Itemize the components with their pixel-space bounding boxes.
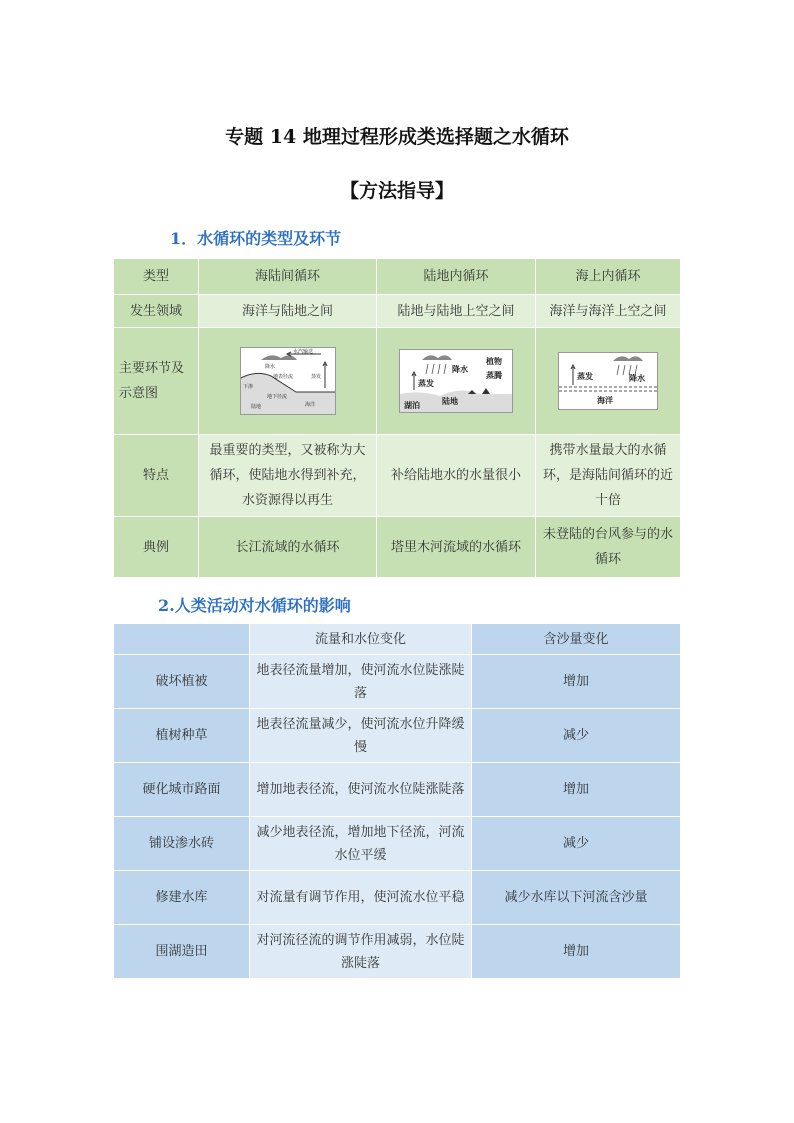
row-label: 典例: [114, 517, 199, 578]
table-row: [114, 763, 681, 817]
header-cell: 海上内循环: [536, 259, 681, 295]
table-row: [114, 817, 681, 871]
row-label: 围湖造田: [114, 925, 250, 979]
diagram-label: 蒸发: [418, 379, 434, 388]
header-cell: 流量和水位变化: [250, 624, 472, 655]
page-title: 专题 14 地理过程形成类选择题之水循环: [225, 126, 569, 148]
table-cell: 海洋与海洋上空之间: [536, 295, 681, 328]
table-cell: 长江流域的水循环: [199, 517, 377, 578]
table-cell: 增加: [472, 655, 681, 709]
table-cell: 最重要的类型，又被称为大循环，使陆地水得到补充，水资源得以再生: [199, 435, 377, 517]
row-label: 特点: [114, 435, 199, 517]
table-row: [114, 709, 681, 763]
header-cell: 类型: [114, 259, 199, 295]
diagram-label: 地表径流: [272, 374, 293, 380]
table-cell: 陆地与陆地上空之间: [377, 295, 536, 328]
diagram-cell: [377, 328, 536, 435]
table-cell: 增加: [472, 925, 681, 979]
diagram-label: 蒸腾: [486, 371, 502, 380]
sea-land-cycle-diagram: [240, 347, 336, 415]
diagram-label: 下渗: [242, 384, 253, 390]
diagram-label: 降水: [629, 374, 645, 383]
table-cell: 海洋与陆地之间: [199, 295, 377, 328]
table-cell: 携带水量最大的水循环，是海陆间循环的近十倍: [536, 435, 681, 517]
row-label: 铺设渗水砖: [114, 817, 250, 871]
table-cell: 增加地表径流，使河流水位陡涨陡落: [250, 763, 472, 817]
table-cell: 减少水库以下河流含沙量: [472, 871, 681, 925]
diagram-label: 蒸发: [577, 372, 593, 381]
table-cell: 塔里木河流域的水循环: [377, 517, 536, 578]
human-impact-table: [113, 623, 681, 979]
header-cell: [114, 624, 250, 655]
diagram-label: 水汽输送: [292, 349, 313, 355]
table-cell: 对流量有调节作用，使河流水位平稳: [250, 871, 472, 925]
method-guide-heading: 【方法指导】: [339, 180, 454, 202]
sea-cycle-diagram: [558, 352, 658, 410]
table-row: [114, 624, 681, 655]
table-cell: 减少地表径流，增加地下径流，河流水位平缓: [250, 817, 472, 871]
table-row: [114, 259, 681, 295]
row-label: 破坏植被: [114, 655, 250, 709]
row-label: 修建水库: [114, 871, 250, 925]
table-cell: 未登陆的台风参与的水循环: [536, 517, 681, 578]
diagram-label: 海洋: [597, 396, 613, 405]
diagram-label: 陆地: [250, 404, 261, 410]
table-row: [114, 435, 681, 517]
table-cell: 补给陆地水的水量很小: [377, 435, 536, 517]
diagram-cell: [199, 328, 377, 435]
table-cell: 减少: [472, 817, 681, 871]
table-cell: 地表径流量减少，使河流水位升降缓慢: [250, 709, 472, 763]
section-heading-human-impact: 2.人类活动对水循环的影响: [158, 596, 351, 615]
table-row: [114, 655, 681, 709]
row-label: 主要环节及示意图: [114, 328, 199, 435]
header-cell: 陆地内循环: [377, 259, 536, 295]
row-label: 硬化城市路面: [114, 763, 250, 817]
water-cycle-types-table: [113, 258, 681, 578]
row-label: 植树种草: [114, 709, 250, 763]
table-cell: 地表径流量增加，使河流水位陡涨陡落: [250, 655, 472, 709]
table-row: [114, 925, 681, 979]
diagram-label: 植物: [486, 357, 502, 366]
inland-cycle-diagram: [399, 349, 513, 413]
table-cell: 减少: [472, 709, 681, 763]
table-row: [114, 517, 681, 578]
table-row: [114, 295, 681, 328]
header-cell: 含沙量变化: [472, 624, 681, 655]
diagram-label: 降水: [264, 364, 275, 370]
diagram-label: 蒸发: [310, 374, 321, 380]
table-row: [114, 871, 681, 925]
header-cell: 海陆间循环: [199, 259, 377, 295]
table-row: [114, 328, 681, 435]
table-cell: 增加: [472, 763, 681, 817]
row-label: 发生领域: [114, 295, 199, 328]
section-heading-types: 1．水循环的类型及环节: [170, 229, 342, 248]
diagram-label: 地下径流: [266, 394, 287, 400]
diagram-label: 降水: [452, 365, 468, 374]
diagram-label: 湖泊: [404, 401, 420, 410]
diagram-cell: [536, 328, 681, 435]
table-cell: 对河流径流的调节作用减弱，水位陡涨陡落: [250, 925, 472, 979]
diagram-label: 陆地: [442, 397, 458, 406]
diagram-label: 海洋: [304, 402, 315, 408]
